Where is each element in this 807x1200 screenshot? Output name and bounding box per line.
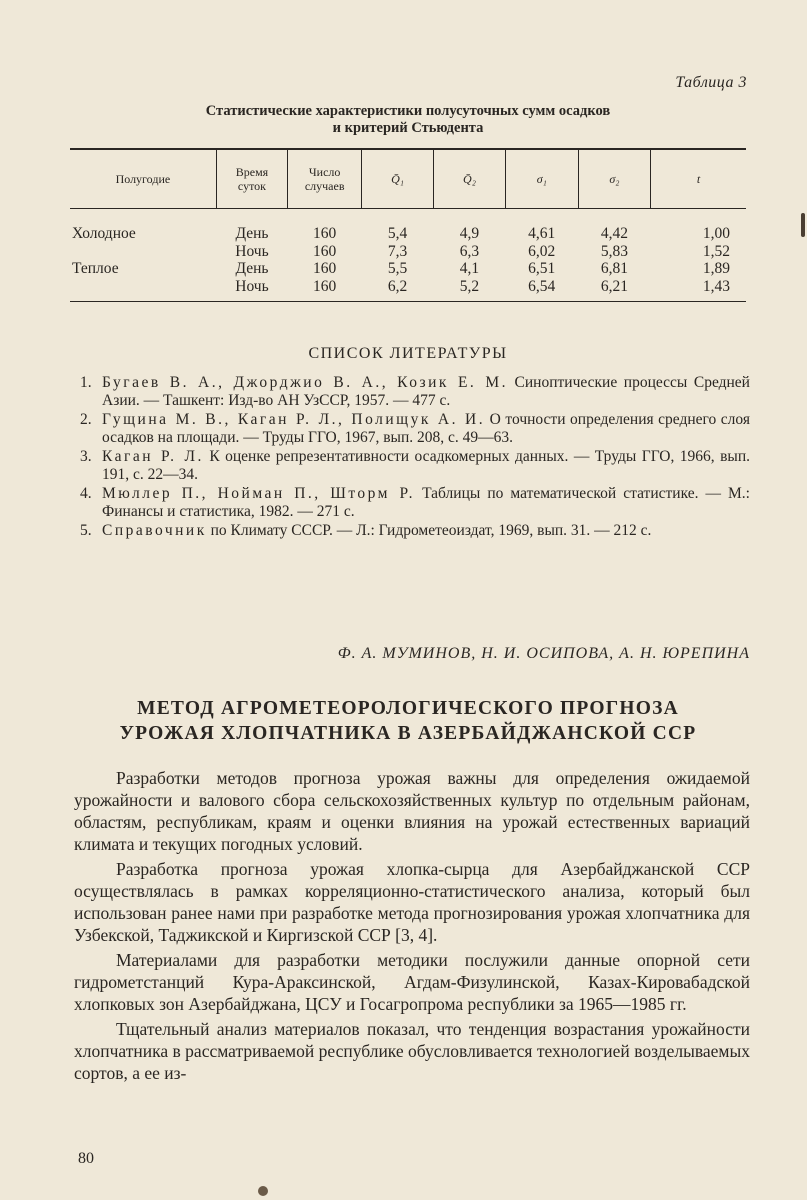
cell-cases: 160 xyxy=(313,260,337,277)
statistics-table xyxy=(70,148,746,302)
reference-item xyxy=(80,485,750,520)
cell-time: День xyxy=(235,260,269,277)
cell-cases: 160 xyxy=(313,277,337,295)
reference-authors: Каган Р. Л. xyxy=(102,448,204,465)
header-sigma1: σ₁ xyxy=(505,149,578,209)
body-paragraph: Материалами для разработки методики послужили данные опорной сети гидрометстанций Кура-Араксинской, Агдам-Физулинской, Казах-Кировабадской хлопковых зон Азербайджана, ЦСУ и Госагропрома республики за 1965—1985 гг. xyxy=(74,950,750,1014)
header-cases xyxy=(288,149,362,209)
cell-season: Теплое xyxy=(72,260,119,277)
reference-number: 1. xyxy=(80,374,92,391)
cell-sigma2: 5,83 xyxy=(600,242,628,260)
reference-item xyxy=(80,522,750,540)
cell-time: Ночь xyxy=(235,242,269,260)
reference-body: по Климату СССР. — Л.: Гидрометеоиздат, 1969, вып. 31. — 212 с. xyxy=(206,522,652,539)
reference-text xyxy=(102,374,750,409)
article-title-line: УРОЖАЯ ХЛОПЧАТНИКА В АЗЕРБАЙДЖАНСКОЙ ССР xyxy=(119,723,697,744)
article-authors: Ф. А. МУМИНОВ, Н. И. ОСИПОВА, А. Н. ЮРЕПИНА xyxy=(337,645,750,662)
table-caption-line: и критерий Стьюдента xyxy=(332,120,484,136)
body-paragraph: Разработки методов прогноза урожая важны для определения ожидаемой урожайности и валового сбора сельскохозяйственных культур по отдельным районам, областям, республикам, краям и оценки влияния на урожай естественных вариаций климата и текущих погодных условий. xyxy=(74,768,750,854)
reference-text xyxy=(102,448,750,483)
reference-text xyxy=(102,411,750,446)
header-t: t xyxy=(651,149,746,209)
cell-q1: 5,5 xyxy=(387,260,408,277)
body-paragraph: Разработка прогноза урожая хлопка-сырца для Азербайджанской ССР осуществлялась в рамках корреляционно-статистического анализа, который был использован ранее нами при разработке метода прогнозирования урожая хлопчатника для Узбекской, Таджикской и Киргизской ССР [3, 4]. xyxy=(74,859,750,945)
reference-authors: Мюллер П., Нойман П., Шторм Р. xyxy=(102,485,416,502)
cell-season: Холодное xyxy=(72,225,136,242)
body-paragraph: Тщательный анализ материалов показал, что тенденция возрастания урожайности хлопчатника в рассматриваемой республике обусловливается технологией возделываемых сортов, а ее из- xyxy=(74,1019,750,1083)
cell-season xyxy=(70,278,216,302)
reference-authors: Гущина М. В., Каган Р. Л., Полищук А. И. xyxy=(102,411,486,428)
reference-authors: Справочник xyxy=(102,522,207,539)
header-sigma2: σ₂ xyxy=(578,149,651,209)
table-row xyxy=(70,278,746,302)
article-title xyxy=(70,696,746,746)
cell-time: День xyxy=(235,225,269,242)
cell-q2: 5,2 xyxy=(459,277,480,295)
cell-sigma2: 6,21 xyxy=(600,277,628,295)
table-caption xyxy=(70,103,746,137)
page-edge-mark xyxy=(801,213,805,237)
header-time xyxy=(216,149,287,209)
page-number: 80 xyxy=(78,1150,94,1167)
reference-item xyxy=(80,411,750,446)
header-cases-line: случаев xyxy=(304,179,345,193)
article-title-line: МЕТОД АГРОМЕТЕОРОЛОГИЧЕСКОГО ПРОГНОЗА xyxy=(137,698,679,719)
cell-q2: 4,9 xyxy=(459,225,480,242)
cell-t: 1,89 xyxy=(702,260,730,277)
cell-t: 1,43 xyxy=(702,277,730,295)
table-caption-line: Статистические характеристики полусуточных сумм осадков xyxy=(205,103,611,119)
reference-number: 2. xyxy=(80,411,92,428)
reference-body: Синоптические процессы Средней Азии. — Ташкент: Изд-во АН УзССР, 1957. — 477 с. xyxy=(102,374,750,409)
header-cases-line: Число xyxy=(308,165,341,179)
reference-number: 3. xyxy=(80,448,92,465)
cell-sigma1: 6,51 xyxy=(528,260,556,277)
cell-sigma2: 4,42 xyxy=(600,225,628,242)
cell-sigma1: 6,54 xyxy=(528,277,556,295)
cell-sigma1: 6,02 xyxy=(528,242,556,260)
cell-sigma1: 4,61 xyxy=(528,225,556,242)
cell-sigma2: 6,81 xyxy=(600,260,628,277)
reference-text xyxy=(102,485,750,520)
reference-body: К оценке репрезентативности осадкомерных данных. — Труды ГГО, 1966, вып. 191, с. 22—34. xyxy=(102,448,751,483)
reference-body: О точности определения среднего слоя осадков на площади. — Труды ГГО, 1967, вып. 208, с. 49—63. xyxy=(102,411,750,446)
table-row xyxy=(70,209,746,243)
references-list xyxy=(80,374,750,542)
header-season: Полугодие xyxy=(115,172,171,186)
cell-cases: 160 xyxy=(313,225,337,242)
reference-body: Таблицы по математической статистике. — М.: Финансы и статистика, 1982. — 271 с. xyxy=(102,485,750,520)
cell-t: 1,00 xyxy=(702,225,730,242)
reference-text xyxy=(102,522,750,540)
reference-number: 5. xyxy=(80,522,92,539)
article-body xyxy=(74,767,750,1087)
table-label: Таблица 3 xyxy=(675,74,747,91)
reference-item xyxy=(80,374,750,409)
cell-season xyxy=(70,243,216,261)
cell-time: Ночь xyxy=(235,277,269,295)
cell-q1: 6,2 xyxy=(387,277,408,295)
header-q1: Q̄₁ xyxy=(362,149,434,209)
references-title: СПИСОК ЛИТЕРАТУРЫ xyxy=(308,345,508,362)
header-time-line: Время xyxy=(235,165,269,179)
table-row xyxy=(70,260,746,278)
table-row xyxy=(70,243,746,261)
reference-authors: Бугаев В. А., Джорджио В. А., Козик Е. М. xyxy=(102,374,508,391)
ink-spot xyxy=(258,1186,268,1196)
cell-q2: 6,3 xyxy=(459,242,480,260)
cell-q2: 4,1 xyxy=(459,260,480,277)
header-q2: Q̄₂ xyxy=(434,149,506,209)
cell-t: 1,52 xyxy=(702,242,730,260)
cell-q1: 7,3 xyxy=(387,242,408,260)
header-time-line: суток xyxy=(237,179,267,193)
reference-item xyxy=(80,448,750,483)
table-header-row xyxy=(70,149,746,209)
cell-cases: 160 xyxy=(313,242,337,260)
reference-number: 4. xyxy=(80,485,92,502)
cell-q1: 5,4 xyxy=(387,225,408,242)
